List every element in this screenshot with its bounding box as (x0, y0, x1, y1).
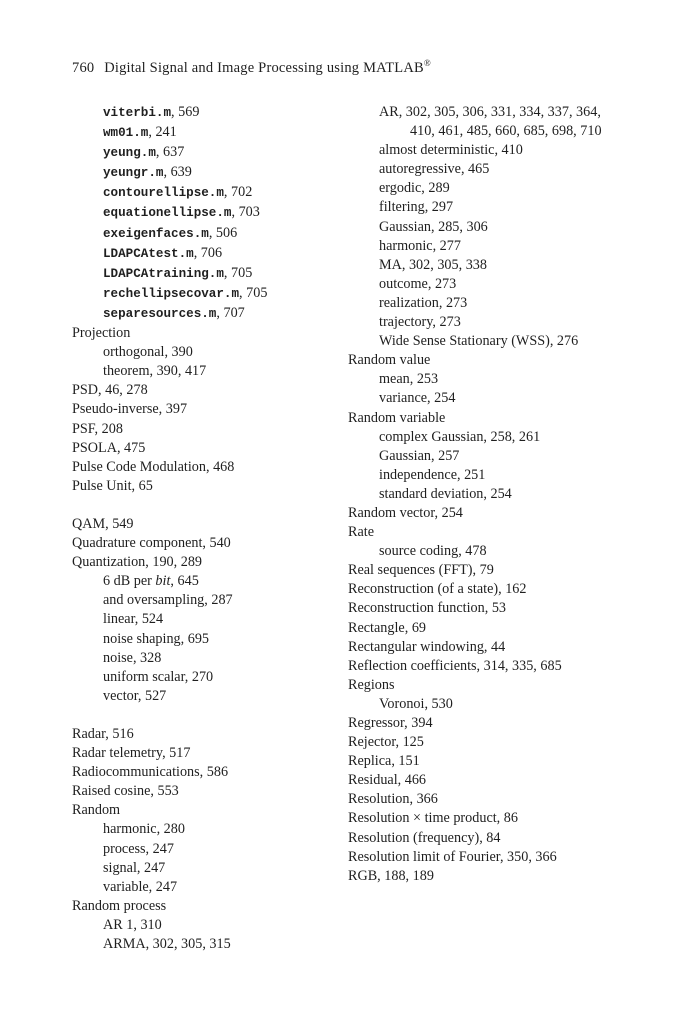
index-subentry (348, 256, 618, 275)
entry-text: Random vector, 254 (348, 504, 463, 521)
index-subentry (348, 179, 618, 198)
entry-text: Radiocommunications, 586 (72, 764, 229, 781)
index-entry (72, 381, 342, 400)
entry-text: complex Gaussian, 258, 261 (379, 428, 541, 445)
code-filename: equationellipse.m (103, 206, 232, 221)
entry-text: and oversampling, 287 (103, 592, 233, 609)
entry-text: ergodic, 289 (379, 180, 450, 197)
index-subentry (72, 610, 342, 629)
index-entry (348, 676, 618, 695)
entry-text: Regressor, 394 (348, 715, 433, 731)
code-filename: viterbi.m (103, 106, 172, 120)
index-subentry (72, 878, 342, 897)
entry-text: Residual, 466 (348, 772, 427, 789)
entry-text: noise, 328 (103, 649, 162, 666)
index-subentry (72, 649, 342, 668)
entry-text: Reconstruction (of a state), 162 (348, 581, 527, 598)
index-entry (348, 714, 618, 733)
index-column-right (348, 103, 618, 886)
index-subentry (348, 218, 618, 237)
entry-text: PSOLA, 475 (72, 439, 146, 456)
entry-text: noise shaping, 695 (103, 630, 210, 647)
index-subentry: exeigenfaces.m, 506 (103, 224, 238, 241)
index-subentry (72, 687, 342, 706)
entry-text: trajectory, 273 (379, 314, 461, 331)
index-subentry (348, 485, 618, 504)
entry-text: QAM, 549 (72, 515, 134, 532)
index-entry (348, 638, 618, 657)
index-subentry (348, 542, 618, 561)
index-entry (348, 504, 618, 523)
index-subentry (348, 294, 618, 313)
index-subentry (348, 447, 618, 466)
page-reference: 705 (231, 264, 253, 281)
entry-text: Random (72, 802, 121, 819)
entry-text: process, 247 (103, 840, 174, 857)
index-subentry (72, 630, 342, 649)
code-filename: yeung.m (103, 146, 156, 161)
entry-text: Quantization, 190, 289 (72, 554, 203, 571)
code-filename: yeungr.m (103, 166, 164, 181)
entry-text: Resolution × time product, 86 (348, 810, 518, 827)
entry-text: Rate (348, 524, 374, 541)
entry-text: signal, 247 (103, 859, 166, 876)
index-subentry (348, 160, 618, 179)
page-reference: 637 (163, 144, 185, 161)
index-subentry: equationellipse.m, 703 (103, 204, 260, 221)
index-subentry (72, 916, 342, 935)
index-subentry (72, 820, 342, 839)
entry-text: realization, 273 (379, 294, 468, 311)
index-subentry: contourellipse.m, 702 (103, 184, 253, 201)
entry-text: mean, 253 (379, 371, 439, 388)
entry-text: Random variable (348, 409, 446, 426)
entry-text: outcome, 273 (379, 275, 457, 292)
page-reference: 639 (170, 164, 192, 181)
entry-text: Resolution (frequency), 84 (348, 829, 501, 846)
index-section-gap (72, 706, 342, 725)
index-subentry: yeungr.m, 639 (103, 164, 192, 181)
entry-text: Random process (72, 897, 167, 914)
index-subentry (348, 466, 618, 485)
index-subentry (348, 237, 618, 256)
entry-text: Pulse Unit, 65 (72, 477, 153, 494)
code-filename: exeigenfaces.m (103, 226, 209, 241)
entry-text: vector, 527 (103, 687, 167, 704)
entry-text: Pseudo-inverse, 397 (72, 401, 188, 418)
index-entry (348, 752, 618, 771)
entry-text: source coding, 478 (379, 543, 487, 560)
page-reference: 706 (200, 244, 223, 261)
entry-text: almost deterministic, 410 (379, 142, 523, 159)
entry-text: filtering, 297 (379, 199, 454, 216)
index-entry (72, 553, 342, 572)
entry-text: Real sequences (FFT), 79 (348, 562, 494, 579)
entry-text: PSD, 46, 278 (72, 382, 148, 399)
code-filename: LDAPCAtest.m (103, 246, 194, 261)
entry-text: Radar telemetry, 517 (72, 745, 191, 762)
index-entry (348, 867, 618, 886)
index-entry (348, 523, 618, 542)
entry-text: autoregressive, 465 (379, 161, 490, 178)
index-subentry (348, 275, 618, 294)
entry-text: AR, 302, 305, 306, 331, 334, 337, 364, 410, 461, 485, 660, 685, 698, 710 (379, 104, 602, 140)
index-subentry (348, 389, 618, 408)
index-entry (348, 771, 618, 790)
entry-text: Regions (348, 676, 395, 693)
entry-text: standard deviation, 254 (379, 485, 512, 502)
entry-text: Gaussian, 285, 306 (379, 218, 488, 235)
page-header (72, 58, 431, 77)
entry-text: RGB, 188, 189 (348, 867, 434, 884)
entry-text: Rejector, 125 (348, 734, 424, 751)
index-subentry (348, 332, 618, 351)
code-filename: contourellipse.m (103, 186, 224, 201)
index-section-gap (72, 496, 342, 515)
index-entry (348, 848, 618, 867)
entry-text: Random value (348, 352, 431, 369)
entry-text: ARMA, 302, 305, 315 (103, 936, 231, 953)
index-subentry (348, 103, 618, 141)
registered-mark: ® (423, 58, 431, 68)
entry-text: Wide Sense Stationary (WSS), 276 (379, 333, 579, 350)
index-entry (348, 409, 618, 428)
index-subentry: LDAPCAtraining.m, 705 (103, 264, 253, 281)
index-subentry (348, 370, 618, 389)
entry-text: Gaussian, 257 (379, 447, 460, 464)
entry-text: Resolution limit of Fourier, 350, 366 (348, 848, 557, 865)
index-subentry: rechellipsecovar.m, 705 (103, 284, 268, 301)
entry-text: linear, 524 (103, 611, 164, 628)
page-reference: , 645 (170, 573, 199, 590)
index-subentry (348, 141, 618, 160)
entry-text: Radar, 516 (72, 726, 134, 742)
entry-text: orthogonal, 390 (103, 344, 193, 361)
index-subentry (348, 198, 618, 217)
page-number: 760 (72, 59, 95, 76)
entry-text: variance, 254 (379, 390, 456, 407)
entry-text: PSF, 208 (72, 420, 123, 437)
index-subentry (348, 313, 618, 332)
code-filename: rechellipsecovar.m (103, 286, 240, 301)
entry-text: variable, 247 (103, 878, 178, 895)
entry-text: Rectangular windowing, 44 (348, 638, 506, 655)
page-reference: 506 (215, 224, 238, 241)
index-subentry: LDAPCAtest.m, 706 (103, 244, 223, 261)
index-subentry (72, 840, 342, 859)
entry-text: Raised cosine, 553 (72, 783, 179, 800)
index-subentry: wm01.m, 241 (103, 124, 177, 141)
index-subentry (72, 859, 342, 878)
page-reference: 705 (246, 284, 268, 301)
index-entry (72, 324, 342, 343)
index-entry (348, 351, 618, 370)
index-subentry: viterbi.m, 569 (103, 104, 200, 120)
index-entry (348, 809, 618, 828)
index-subentry: yeung.m, 637 (103, 144, 185, 161)
entry-text: independence, 251 (379, 466, 486, 483)
code-filename: LDAPCAtraining.m (103, 266, 224, 281)
index-entry (348, 733, 618, 752)
entry-text: Reflection coefficients, 314, 335, 685 (348, 657, 562, 674)
entry-text: Replica, 151 (348, 753, 420, 770)
entry-text: Pulse Code Modulation, 468 (72, 458, 235, 475)
index-entry (72, 439, 342, 458)
entry-text: uniform scalar, 270 (103, 668, 214, 685)
index-entry (348, 790, 618, 809)
page-reference: 707 (223, 304, 245, 321)
index-entry (348, 561, 618, 580)
index-entry (72, 801, 342, 820)
index-entry (72, 458, 342, 477)
entry-text: harmonic, 277 (379, 237, 461, 254)
index-subentry (72, 935, 342, 954)
index-entry (72, 400, 342, 419)
index-entry (72, 534, 342, 553)
index-entry (72, 515, 342, 534)
code-filename: wm01.m (103, 126, 149, 141)
page-reference: 241 (155, 124, 177, 141)
entry-italic-text: bit (155, 573, 171, 590)
entry-text: Resolution, 366 (348, 791, 438, 808)
index-subentry: separesources.m, 707 (103, 304, 245, 321)
index-subentry (72, 668, 342, 687)
index-subentry (348, 428, 618, 447)
entry-text: 6 dB per (103, 573, 156, 590)
book-title: Digital Signal and Image Processing using MATLAB (104, 59, 424, 76)
index-entry (72, 725, 342, 744)
page-reference: 703 (238, 204, 260, 221)
index-column-left (72, 103, 342, 954)
index-entry (72, 420, 342, 439)
entry-text: Voronoi, 530 (379, 695, 453, 712)
entry-text: theorem, 390, 417 (103, 363, 207, 380)
index-entry (348, 599, 618, 618)
entry-text: Rectangle, 69 (348, 619, 427, 636)
entry-text: AR 1, 310 (103, 916, 162, 933)
entry-text: harmonic, 280 (103, 821, 185, 838)
page-reference: 569 (178, 104, 200, 120)
index-subentry (72, 591, 342, 610)
index-entry (348, 580, 618, 599)
index-entry (72, 744, 342, 763)
index-subentry (348, 695, 618, 714)
code-filename: separesources.m (103, 306, 217, 321)
entry-text: Projection (72, 325, 131, 342)
index-entry (72, 477, 342, 496)
entry-text: MA, 302, 305, 338 (379, 256, 487, 273)
entry-text: Reconstruction function, 53 (348, 600, 507, 617)
index-subentry (72, 362, 342, 381)
index-entry (348, 657, 618, 676)
index-subentry (72, 343, 342, 362)
entry-text: Quadrature component, 540 (72, 535, 231, 552)
index-entry (72, 782, 342, 801)
index-entry (348, 619, 618, 638)
index-entry (348, 829, 618, 848)
page-reference: 702 (231, 184, 253, 201)
index-entry (72, 897, 342, 916)
index-entry (72, 763, 342, 782)
index-subentry (72, 572, 342, 591)
